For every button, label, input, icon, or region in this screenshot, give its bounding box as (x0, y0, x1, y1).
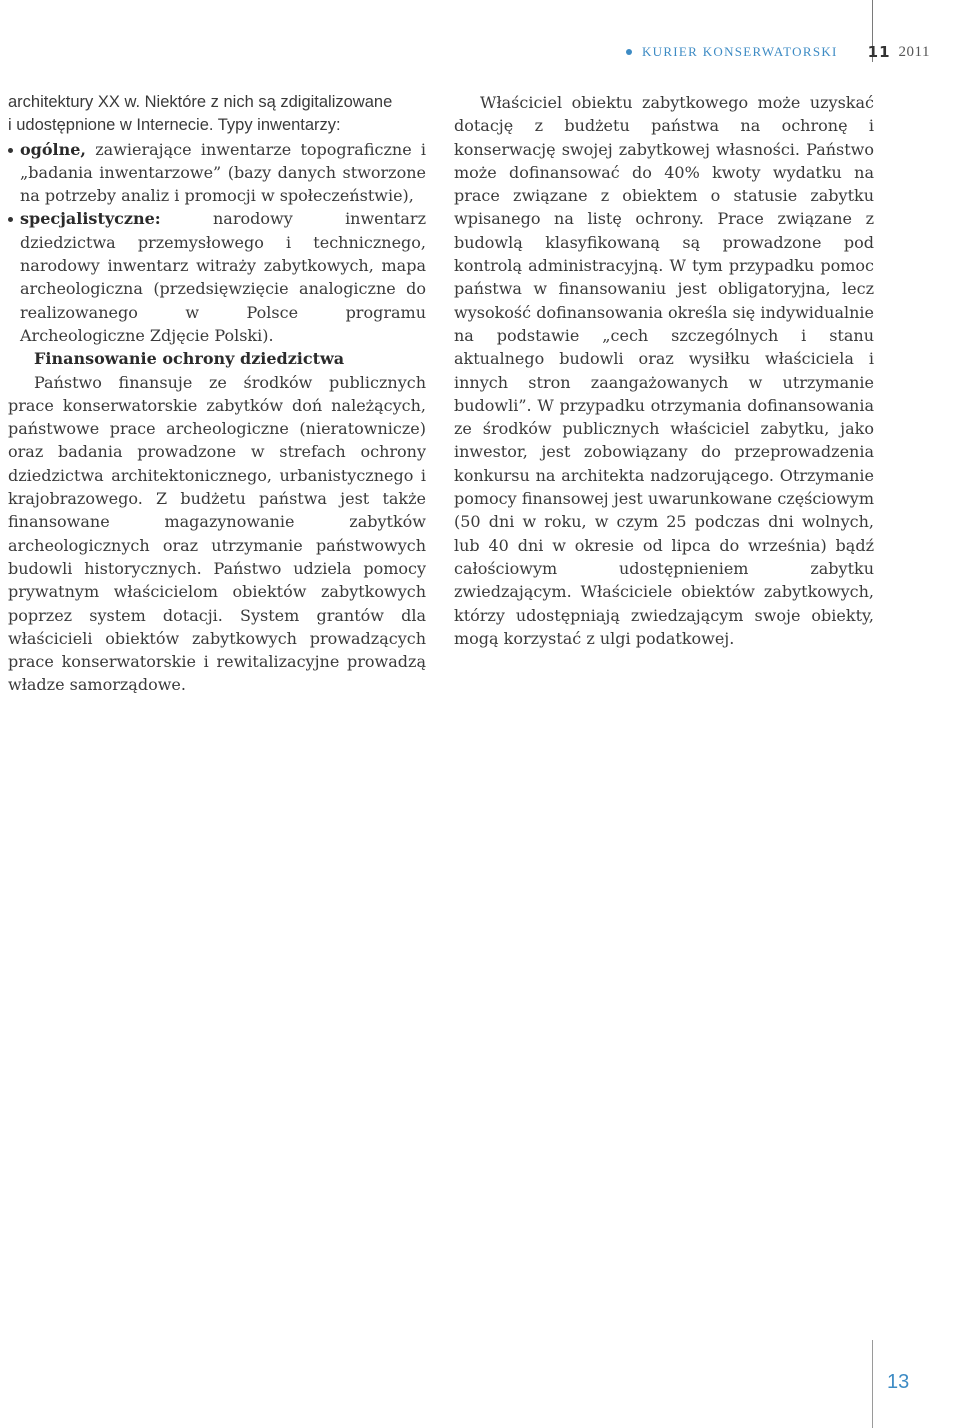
journal-title: KURIER KONSERWATORSKI (641, 44, 838, 59)
footer-divider (872, 1340, 873, 1428)
list-item (8, 207, 426, 347)
list-item-term: ogólne, (20, 139, 86, 159)
list-item (8, 138, 426, 208)
issue-year: 2011 (898, 43, 930, 60)
right-column (454, 91, 874, 650)
bullet-dot-icon (626, 49, 632, 55)
list-item-term: specjalistyczne: (20, 209, 161, 229)
list-item-text: zawierające inwentarze topograficzne i „badania inwentarzowe” (bazy danych stworzone na potrzeby analiz i promocji w społeczeństwie), (20, 139, 426, 206)
intro-line-2: i udostępnione w Internecie. Typy inwentarzy: (8, 116, 341, 135)
list-item-text: narodowy inwentarz dziedzictwa przemysłowego i technicznego, narodowy inwentarz witraży zabytkowych, mapa archeologiczna (przedsięwzięcie analogiczne do realizowanego w Polsce programu Archeologiczne Zdjęcie Polski). (20, 209, 426, 345)
running-header (626, 40, 930, 64)
page-number: 13 (887, 1371, 910, 1393)
section-heading: Finansowanie ochrony dziedzictwa (34, 349, 345, 369)
left-column (8, 91, 426, 697)
inventory-types-list (8, 138, 426, 348)
intro-line-1: architektury XX w. Niektóre z nich są zdigitalizowane (8, 93, 393, 111)
issue-number: 11 (867, 43, 891, 61)
body-paragraph: Właściciel obiektu zabytkowego może uzyskać dotację z budżetu państwa na ochronę i konserwację swojej zabytkowej własności. Państwo może dofinansować do 40% kwoty wydatku na prace związane z obiektem o statusie zabytku wpisanego na listę ochrony. Prace związane z budowlą klasyfikowaną są prowadzone pod kontrolą administracyjną. W tym przypadku pomoc państwa w finansowaniu jest obligatoryjna, lecz wysokość dofinansowania określa się indywidualnie na podstawie „cech szczególnych i stanu aktualnego budowli oraz wysiłku właściciela i innych stron zaangażowanych w utrzymanie budowli”. W przypadku otrzymania dofinansowania ze środków publicznych właściciel zabytku, jako inwestor, jest zobowiązany do przeprowadzenia konkursu na architekta nadzorującego. Otrzymanie pomocy finansowej jest uwarunkowane częściowym (50 dni w roku, w czym 25 podczas dni wolnych, lub 40 dni w okresie od lipca do września) bądź całościowym udostępnieniem zabytku zwiedzającym. Właściciele obiektów zabytkowych, którzy udostępniają zwiedzającym swoje obiekty, mogą korzystać z ulgi podatkowej. (454, 93, 874, 648)
body-paragraph: Państwo finansuje ze środków publicznych prace konserwatorskie zabytków doń należących, państwowe prace archeologiczne (nieratownicze) oraz badania prowadzone w strefach ochrony dziedzictwa architektonicznego, urbanistycznego i krajobrazowego. Z budżetu państwa jest także finansowane magazynowanie zabytków archeologicznych oraz utrzymanie państwowych budowli historycznych. Państwo udziela pomocy prywatnym właścicielom obiektów zabytkowych poprzez system dotacji. System grantów dla właścicieli obiektów zabytkowych prowadzących prace konserwatorskie i rewitalizacyjne prowadzą władze samorządowe. (8, 372, 426, 695)
